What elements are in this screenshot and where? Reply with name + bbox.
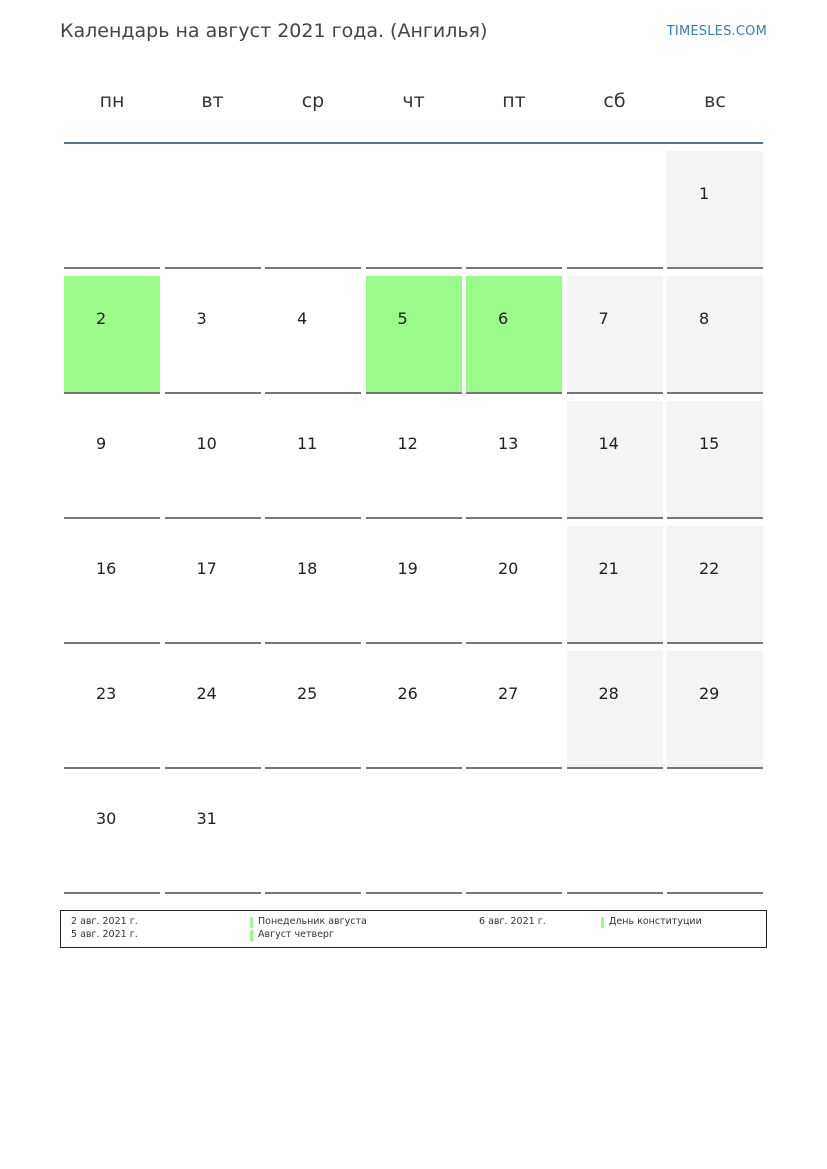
- day-cell-9: [64, 401, 160, 519]
- day-number: 19: [397, 559, 418, 578]
- day-number: 2: [96, 309, 107, 328]
- day-number: 5: [397, 309, 408, 328]
- day-number: 8: [699, 309, 710, 328]
- day-number: 26: [397, 684, 418, 703]
- day-cell-13: [466, 401, 562, 519]
- day-number: 21: [598, 559, 619, 578]
- day-cell-21: [567, 526, 663, 644]
- legend-date-1: 2 авг. 2021 г.: [71, 916, 138, 927]
- legend-date-3: 6 авг. 2021 г.: [479, 916, 546, 927]
- day-number: 17: [196, 559, 217, 578]
- empty-day-cell: [366, 151, 462, 269]
- day-cell-30: [64, 776, 160, 894]
- page-title: Календарь на август 2021 года. (Ангилья): [60, 20, 488, 42]
- day-cell-10: [165, 401, 261, 519]
- day-number: 22: [699, 559, 720, 578]
- legend-date-2: 5 авг. 2021 г.: [71, 929, 138, 940]
- day-number: 6: [498, 309, 509, 328]
- day-number: 24: [196, 684, 217, 703]
- empty-day-cell: [265, 776, 361, 894]
- weekday-4: пт: [502, 90, 526, 112]
- weekday-header-row: [64, 90, 764, 120]
- day-number: 12: [397, 434, 418, 453]
- day-cell-11: [265, 401, 361, 519]
- day-cell-15: [667, 401, 763, 519]
- legend-mark-1: [250, 917, 253, 928]
- weekday-1: вт: [201, 90, 224, 112]
- day-cell-19: [366, 526, 462, 644]
- day-number: 3: [196, 309, 207, 328]
- day-cell-25: [265, 651, 361, 769]
- day-number: 10: [196, 434, 217, 453]
- day-number: 15: [699, 434, 720, 453]
- legend-mark-2: [250, 930, 253, 941]
- weekday-6: вс: [704, 90, 726, 112]
- day-cell-5: [366, 276, 462, 394]
- day-cell-4: [265, 276, 361, 394]
- day-number: 14: [598, 434, 619, 453]
- day-number: 16: [96, 559, 117, 578]
- legend-name-3: День конституции: [609, 916, 702, 927]
- day-cell-27: [466, 651, 562, 769]
- day-cell-14: [567, 401, 663, 519]
- day-number: 18: [297, 559, 318, 578]
- day-cell-8: [667, 276, 763, 394]
- day-cell-22: [667, 526, 763, 644]
- day-cell-28: [567, 651, 663, 769]
- day-cell-12: [366, 401, 462, 519]
- day-number: 1: [699, 184, 710, 203]
- day-cell-20: [466, 526, 562, 644]
- day-number: 28: [598, 684, 619, 703]
- day-number: 30: [96, 809, 117, 828]
- day-cell-3: [165, 276, 261, 394]
- day-cell-1: [667, 151, 763, 269]
- day-cell-31: [165, 776, 261, 894]
- empty-day-cell: [165, 151, 261, 269]
- weekday-3: чт: [402, 90, 425, 112]
- legend-mark-3: [601, 917, 604, 928]
- day-cell-23: [64, 651, 160, 769]
- weekday-5: сб: [603, 90, 626, 112]
- day-cell-2: [64, 276, 160, 394]
- day-cell-6: [466, 276, 562, 394]
- day-number: 13: [498, 434, 519, 453]
- empty-day-cell: [466, 151, 562, 269]
- day-number: 4: [297, 309, 308, 328]
- empty-day-cell: [366, 776, 462, 894]
- day-cell-24: [165, 651, 261, 769]
- empty-day-cell: [466, 776, 562, 894]
- day-number: 11: [297, 434, 318, 453]
- weekday-2: ср: [301, 90, 325, 112]
- empty-day-cell: [667, 776, 763, 894]
- empty-day-cell: [567, 776, 663, 894]
- day-cell-16: [64, 526, 160, 644]
- holiday-legend: [60, 910, 767, 948]
- day-number: 20: [498, 559, 519, 578]
- empty-day-cell: [265, 151, 361, 269]
- day-number: 29: [699, 684, 720, 703]
- day-cell-17: [165, 526, 261, 644]
- legend-name-2: Август четверг: [258, 929, 334, 940]
- day-number: 25: [297, 684, 318, 703]
- day-cell-29: [667, 651, 763, 769]
- empty-day-cell: [64, 151, 160, 269]
- day-cell-18: [265, 526, 361, 644]
- day-cell-26: [366, 651, 462, 769]
- header-divider: [64, 142, 763, 144]
- day-cell-7: [567, 276, 663, 394]
- empty-day-cell: [567, 151, 663, 269]
- day-number: 7: [598, 309, 609, 328]
- legend-name-1: Понедельник августа: [258, 916, 367, 927]
- day-number: 31: [196, 809, 217, 828]
- day-number: 9: [96, 434, 107, 453]
- day-number: 27: [498, 684, 519, 703]
- weekday-0: пн: [99, 90, 125, 112]
- site-link[interactable]: TIMESLES.COM: [666, 24, 767, 39]
- day-number: 23: [96, 684, 117, 703]
